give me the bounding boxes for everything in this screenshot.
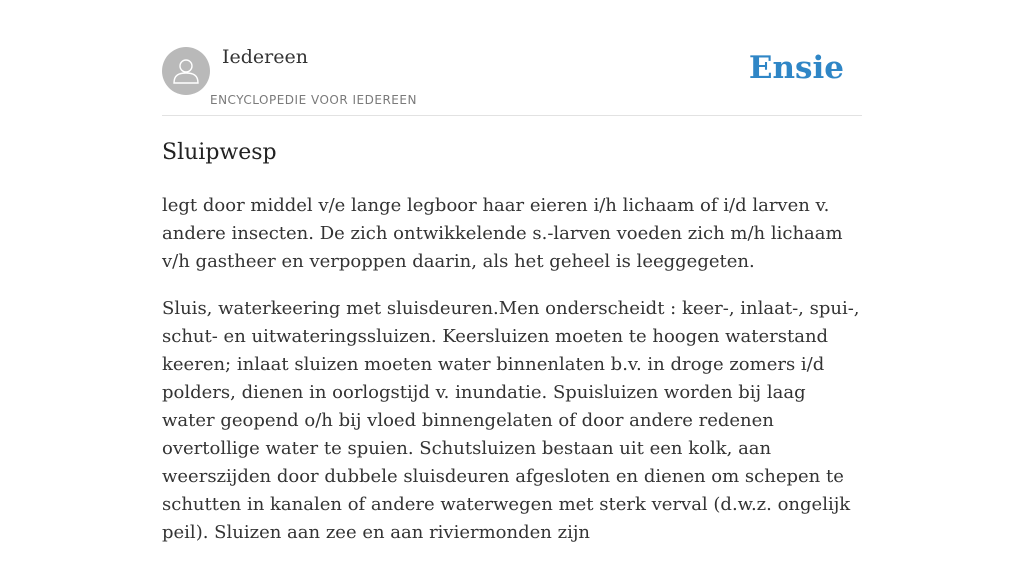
avatar[interactable] <box>162 47 210 95</box>
site-logo[interactable]: Ensie <box>748 50 844 86</box>
paragraph: Sluis, waterkeering met sluisdeuren.Men onderscheidt : keer-, inlaat-, spui-, schut- en uitwateringssluizen. Keersluizen moeten te hoogen waterstand keeren; inlaat sluizen moeten water binnenlaten b.v. in droge zomers i/d polders, dienen in oorlogstijd v. inundatie. Spuisluizen worden bij laag water geopend o/h bij vloed binnengelaten of door andere redenen overtollige water te spuien. Schutsluizen bestaan uit een kolk, aan weerszijden door dubbele sluisdeuren afgesloten en dienen om schepen te schutten in kanalen of andere waterwegen met sterk verval (d.w.z. ongelijk peil). Sluizen aan zee en aan riviermonden zijn <box>162 298 860 543</box>
site-tagline: ENCYCLOPEDIE VOOR IEDEREEN <box>210 93 417 107</box>
author-name[interactable]: Iedereen <box>222 46 308 68</box>
header <box>162 40 862 116</box>
paragraph: legt door middel v/e lange legboor haar eieren i/h lichaam of i/d larven v. andere insecten. De zich ontwikkelende s.-larven voeden zich m/h lichaam v/h gastheer en verpoppen daarin, als het geheel is leeggegeten. <box>162 195 843 272</box>
page-title: Sluipwesp <box>162 140 277 165</box>
article-body <box>162 192 862 566</box>
user-icon <box>162 47 210 95</box>
